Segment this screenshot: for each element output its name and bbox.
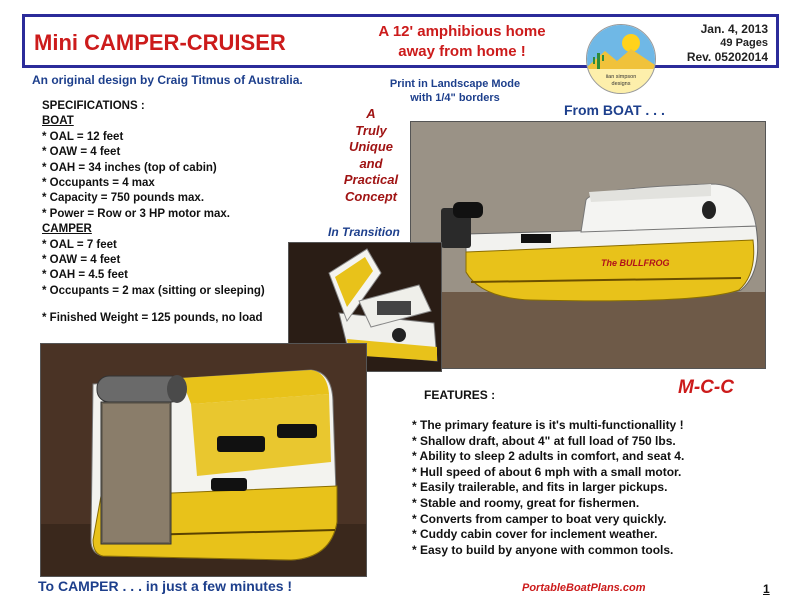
features-list — [412, 418, 792, 558]
revision: Rev. 05202014 — [686, 50, 768, 64]
from-boat-caption: From BOAT . . . — [564, 102, 665, 118]
concept-callout — [330, 106, 412, 205]
boat-name: The BULLFROG — [601, 258, 670, 268]
spec-item: * OAL = 12 feet — [42, 130, 124, 143]
boat-heading: BOAT — [42, 115, 74, 128]
concept-line: and — [359, 155, 383, 171]
concept-line: Concept — [345, 188, 397, 204]
concept-line: Truly — [355, 122, 387, 138]
page-count: 49 Pages — [720, 37, 768, 49]
feature-item: * Ability to sleep 2 adults in comfort, and seat 4. — [412, 449, 685, 464]
logo-text-2: designs — [611, 81, 631, 87]
finished-weight: * Finished Weight = 125 pounds, no load — [42, 312, 263, 325]
spec-item: * Occupants = 4 max — [42, 177, 155, 190]
spec-item: * OAH = 4.5 feet — [42, 269, 128, 282]
feature-item: * Converts from camper to boat very quickly. — [412, 511, 667, 526]
spec-item: * OAW = 4 feet — [42, 146, 121, 159]
feature-item: * The primary feature is it's multi-functionallity ! — [412, 418, 684, 432]
print-note-line-1: Print in Landscape Mode — [389, 78, 521, 90]
spacer — [42, 299, 292, 311]
page-number: 1 — [763, 582, 770, 596]
tagline — [342, 22, 582, 62]
concept-line: Practical — [343, 172, 399, 187]
date: Jan. 4, 2013 — [700, 22, 768, 36]
date-block — [676, 22, 768, 64]
spec-item: * Capacity = 750 pounds max. — [42, 192, 205, 205]
print-note — [370, 77, 540, 105]
author-line: An original design by Craig Titmus of Australia. — [32, 73, 303, 87]
concept-line: A — [366, 106, 376, 121]
tagline-line-1: A 12' amphibious home — [378, 23, 546, 40]
page-title: Mini CAMPER-CRUISER — [34, 30, 286, 55]
mcc-logo-text: M-C-C — [678, 377, 734, 398]
features-heading: FEATURES : — [424, 388, 496, 402]
spec-item: * OAW = 4 feet — [42, 254, 121, 267]
boat-photo — [410, 121, 766, 369]
tagline-line-2: away from home ! — [398, 43, 526, 60]
camper-heading: CAMPER — [42, 223, 92, 236]
feature-item: * Shallow draft, about 4" at full load of 750 lbs. — [412, 433, 676, 448]
logo-text-1: iian simpson — [605, 74, 637, 80]
boat-illustration — [411, 122, 765, 368]
specifications — [42, 99, 292, 327]
spec-item: * OAH = 34 inches (top of cabin) — [42, 161, 217, 174]
website-link[interactable]: PortableBoatPlans.com — [522, 582, 646, 594]
feature-item: * Easy to build by anyone with common tools. — [412, 542, 674, 557]
feature-item: * Stable and roomy, great for fishermen. — [412, 495, 640, 510]
spec-item: * Occupants = 2 max (sitting or sleeping) — [42, 284, 265, 297]
feature-item: * Easily trailerable, and fits in larger pickups. — [412, 480, 668, 495]
concept-line: Unique — [348, 139, 394, 154]
spec-item: * OAL = 7 feet — [42, 238, 117, 251]
logo-desert-icon — [587, 25, 655, 93]
to-camper-caption: To CAMPER . . . in just a few minutes ! — [38, 578, 293, 594]
specs-heading: SPECIFICATIONS : — [42, 100, 145, 112]
in-transition-caption: In Transition — [328, 225, 400, 239]
feature-item: * Cuddy cabin cover for inclement weather. — [412, 527, 658, 542]
feature-item: * Hull speed of about 6 mph with a small motor. — [412, 464, 682, 479]
spec-item: * Power = Row or 3 HP motor max. — [42, 207, 230, 220]
print-note-line-2: with 1/4" borders — [410, 92, 500, 104]
camper-illustration — [41, 344, 366, 576]
camper-photo — [40, 343, 367, 577]
designer-logo — [586, 24, 656, 94]
